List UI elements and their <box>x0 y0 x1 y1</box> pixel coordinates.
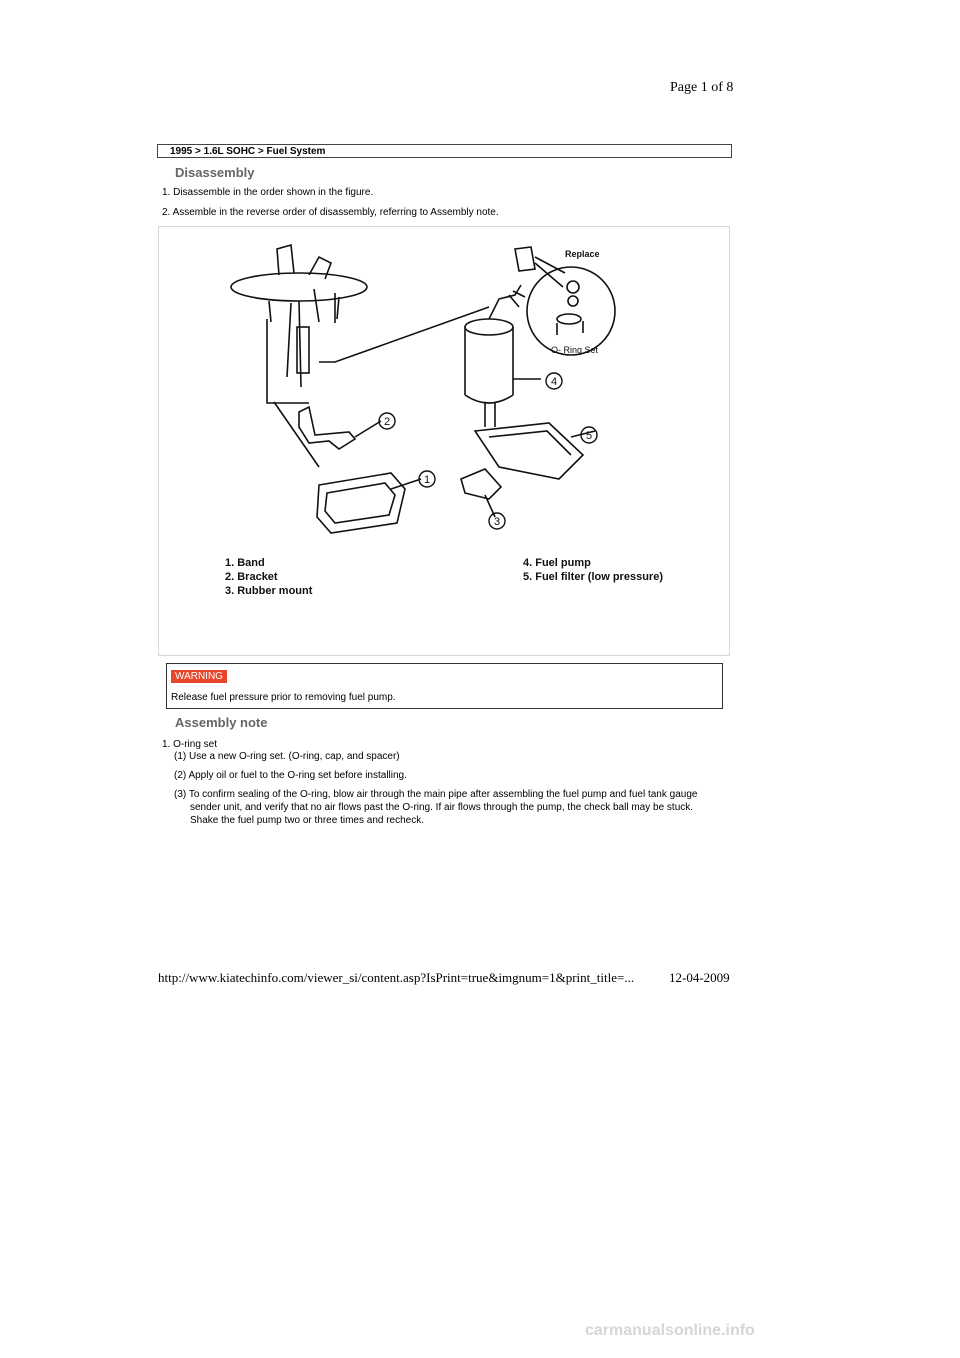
flange-plate <box>231 273 367 301</box>
assembly-item-1: 1. O-ring set <box>162 739 218 750</box>
footer-date: 12-04-2009 <box>669 970 730 985</box>
warning-box <box>166 663 723 709</box>
assembly-substep-3: (3) To confirm sealing of the O-ring, blow air through the main pipe after assembling the fuel pump and fuel tank gauge <box>174 789 698 800</box>
sender-arm <box>297 327 309 373</box>
watermark: carmanualsonline.info <box>585 1322 755 1339</box>
oring-detail-circle <box>527 267 615 355</box>
footer-url: http://www.kiatechinfo.com/viewer_si/content.asp?IsPrint=true&imgnum=1&print_title=... <box>158 970 635 985</box>
fuel-pump-diagram <box>159 227 729 655</box>
bracket-shape <box>299 407 355 449</box>
rubber-mount-shape <box>461 469 501 499</box>
replace-label: Replace <box>565 249 600 259</box>
disassembly-step-1: 1. Disassemble in the order shown in the figure. <box>162 187 374 198</box>
assembly-substep-2: (2) Apply oil or fuel to the O-ring set before installing. <box>174 770 407 781</box>
assembly-substep-3-cont: sender unit, and verify that no air flows past the O-ring. If air flows through the pump, the check ball may be stuck. <box>190 802 694 813</box>
breadcrumb: 1995 > 1.6L SOHC > Fuel System <box>157 144 732 158</box>
disassembly-title: Disassembly <box>175 165 255 180</box>
pump-top <box>465 319 513 335</box>
legend-bracket: 2. Bracket <box>225 571 278 583</box>
oring-set-label: O- Ring Set <box>551 345 599 355</box>
assembly-note-title: Assembly note <box>175 715 268 730</box>
callout-1: 1 <box>423 474 431 486</box>
pump-body <box>465 327 513 395</box>
legend-fuel-filter: 5. Fuel filter (low pressure) <box>523 571 663 583</box>
assembly-substep-1: (1) Use a new O-ring set. (O-ring, cap, and spacer) <box>174 751 400 762</box>
legend-rubber-mount: 3. Rubber mount <box>225 585 313 597</box>
callout-4: 4 <box>550 376 558 388</box>
legend-fuel-pump: 4. Fuel pump <box>523 557 591 569</box>
callout-3: 3 <box>493 516 501 528</box>
warning-badge: WARNING <box>171 670 227 683</box>
callout-5: 5 <box>585 430 593 442</box>
exploded-diagram <box>158 226 730 656</box>
page-number: Page 1 of 8 <box>670 80 734 95</box>
legend-band: 1. Band <box>225 557 265 569</box>
sender-fitting <box>277 245 294 275</box>
warning-text: Release fuel pressure prior to removing fuel pump. <box>171 692 396 703</box>
assembly-substep-3-end: Shake the fuel pump two or three times and recheck. <box>190 815 425 826</box>
disassembly-step-2: 2. Assemble in the reverse order of disassembly, referring to Assembly note. <box>162 207 499 218</box>
callout-2: 2 <box>383 416 391 428</box>
